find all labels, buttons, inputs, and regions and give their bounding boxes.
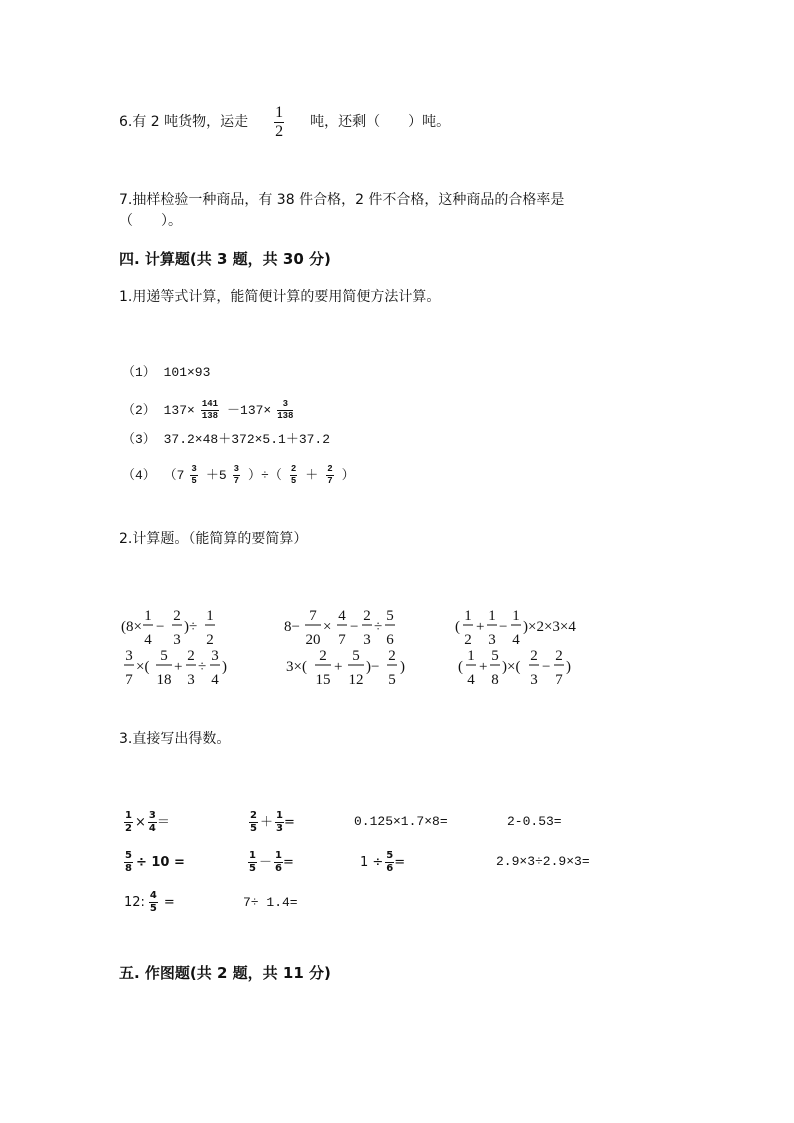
svg-text:−: − xyxy=(542,659,551,675)
svg-text:×: × xyxy=(323,619,332,635)
svg-text:2: 2 xyxy=(464,632,472,648)
expression-5 xyxy=(286,648,405,688)
svg-text:1: 1 xyxy=(206,608,214,624)
svg-text:2: 2 xyxy=(388,648,396,664)
mental-math-6: $\frac{1}{5}$ － $\frac{1}{6}$ = xyxy=(249,849,294,874)
svg-text:−: − xyxy=(499,619,508,635)
svg-text:)×(: )×( xyxy=(502,659,521,675)
section-5-heading: 五. 作图题(共 2 题，共 11 分) xyxy=(119,964,331,982)
svg-text:2: 2 xyxy=(319,648,327,664)
mental-math-5: $\frac{5}{8}$ ÷ 10 = xyxy=(125,849,185,874)
svg-text:4: 4 xyxy=(338,608,346,624)
svg-text:): ) xyxy=(400,659,405,675)
mental-math-4: 2-0.53= xyxy=(507,814,562,829)
svg-text:5: 5 xyxy=(491,648,499,664)
mental-math-2: $\frac{2}{5}$ ＋ $\frac{1}{3}$ = xyxy=(250,809,295,834)
problem-1-item-4: （4） （7 $\frac{3}{5}$ ＋5 $\frac{3}{7}$ ）÷（ $\frac{2}{5}$ ＋ $\frac{2}{7}$ ） xyxy=(122,463,355,486)
svg-text:4: 4 xyxy=(467,672,475,688)
q6-text-post: 吨，还剩（ ）吨。 xyxy=(310,114,451,130)
svg-text:+: + xyxy=(334,659,343,675)
svg-text:)×2×3×4: )×2×3×4 xyxy=(523,619,576,635)
svg-text:2: 2 xyxy=(555,648,563,664)
p1-item-4-fraction-c: $\frac{2}{5}$ xyxy=(290,463,297,486)
svg-text:)÷: )÷ xyxy=(184,619,198,635)
expression-4 xyxy=(124,648,227,688)
section-4-heading: 四. 计算题(共 3 题，共 30 分) xyxy=(119,250,331,268)
svg-text:5: 5 xyxy=(160,648,168,664)
svg-text:5: 5 xyxy=(386,608,394,624)
svg-text:4: 4 xyxy=(144,632,152,648)
question-6 xyxy=(119,104,450,140)
svg-text:6: 6 xyxy=(386,632,394,648)
mental-math-1: $\frac{1}{2}$ × $\frac{3}{4}$ ＝ xyxy=(125,809,170,834)
svg-text:7: 7 xyxy=(125,672,133,688)
svg-text:3: 3 xyxy=(211,648,219,664)
q6-fraction: $\frac{1}{2}$ xyxy=(275,103,284,140)
svg-text:7: 7 xyxy=(555,672,563,688)
svg-text:4: 4 xyxy=(211,672,219,688)
svg-text:−: − xyxy=(156,619,165,635)
mental-math-10: 7÷ 1.4= xyxy=(243,895,298,910)
svg-text:12: 12 xyxy=(348,672,364,688)
problem-1-title: 1.用递等式计算，能简便计算的要用简便方法计算。 xyxy=(119,289,441,305)
svg-text:18: 18 xyxy=(156,672,172,688)
mental-math-9: 12: $\frac{4}{5}$ = xyxy=(124,889,175,914)
svg-text:): ) xyxy=(222,659,227,675)
svg-text:2: 2 xyxy=(206,632,214,648)
svg-text:(: ( xyxy=(458,659,463,675)
svg-text:3×(: 3×( xyxy=(286,659,307,675)
svg-text:+: + xyxy=(174,659,183,675)
svg-text:8: 8 xyxy=(491,672,499,688)
svg-text:+: + xyxy=(476,619,485,635)
svg-text:4: 4 xyxy=(512,632,520,648)
svg-text:5: 5 xyxy=(352,648,360,664)
svg-text:1: 1 xyxy=(144,608,152,624)
svg-text:1: 1 xyxy=(488,608,496,624)
p1-item-4-fraction-b: $\frac{3}{7}$ xyxy=(233,463,240,486)
svg-text:2: 2 xyxy=(173,608,181,624)
mental-math-3: 0.125×1.7×8= xyxy=(354,814,448,829)
svg-text:): ) xyxy=(566,659,571,675)
svg-text:3: 3 xyxy=(173,632,181,648)
p1-item-4-fraction-a: $\frac{3}{5}$ xyxy=(191,463,197,486)
svg-text:5: 5 xyxy=(388,672,396,688)
svg-text:3: 3 xyxy=(125,648,133,664)
expression-3 xyxy=(455,608,576,648)
expression-6 xyxy=(458,648,571,688)
svg-text:×(: ×( xyxy=(136,659,150,675)
svg-text:2: 2 xyxy=(187,648,195,664)
svg-text:3: 3 xyxy=(363,632,371,648)
svg-text:+: + xyxy=(479,659,488,675)
mental-math-8: 2.9×3÷2.9×3= xyxy=(496,854,590,869)
svg-text:7: 7 xyxy=(309,608,317,624)
question-7-line-1: 7.抽样检验一种商品，有 38 件合格，2 件不合格，这种商品的合格率是 xyxy=(119,192,565,208)
p1-item-2-fraction-1: $\frac{141}{138}$ xyxy=(201,398,219,421)
question-7-line-2: （ ）。 xyxy=(119,213,182,229)
p1-item-4-fraction-e: $\frac{2}{7}$ xyxy=(327,463,333,486)
svg-text:8−: 8− xyxy=(284,619,300,635)
svg-text:3: 3 xyxy=(488,632,496,648)
svg-text:1: 1 xyxy=(467,648,475,664)
problem-1-item-2: （2） 137× $\frac{141}{138}$ －137× $\frac{3}{138}$ xyxy=(122,398,294,421)
svg-text:20: 20 xyxy=(305,632,321,648)
expression-1 xyxy=(121,608,215,648)
problem-1-item-3: （3） 37.2×48＋372×5.1＋37.2 xyxy=(122,432,331,447)
svg-text:15: 15 xyxy=(315,672,331,688)
svg-text:2: 2 xyxy=(363,608,371,624)
problem-3-title: 3.直接写出得数。 xyxy=(119,731,231,747)
svg-text:(8×: (8× xyxy=(121,619,142,635)
mental-math-7: 1 ÷ $\frac{5}{6}$ = xyxy=(360,849,406,874)
q6-text-pre: 6.有 2 吨货物，运走 xyxy=(119,114,249,130)
problem-2-expressions xyxy=(0,600,794,710)
svg-text:7: 7 xyxy=(338,632,346,648)
problem-1-item-1: （1） 101×93 xyxy=(122,365,211,380)
svg-text:)−: )− xyxy=(366,659,380,675)
svg-text:÷: ÷ xyxy=(374,619,383,635)
svg-text:÷: ÷ xyxy=(198,659,207,675)
svg-text:1: 1 xyxy=(464,608,472,624)
svg-text:3: 3 xyxy=(530,672,538,688)
svg-text:−: − xyxy=(350,619,359,635)
svg-text:3: 3 xyxy=(187,672,195,688)
svg-text:(: ( xyxy=(455,619,460,635)
svg-text:2: 2 xyxy=(530,648,538,664)
p1-item-2-fraction-2: $\frac{3}{138}$ xyxy=(277,398,294,421)
problem-2-title: 2.计算题。（能简算的要简算） xyxy=(119,531,308,547)
expression-2 xyxy=(284,608,395,648)
svg-text:1: 1 xyxy=(512,608,520,624)
